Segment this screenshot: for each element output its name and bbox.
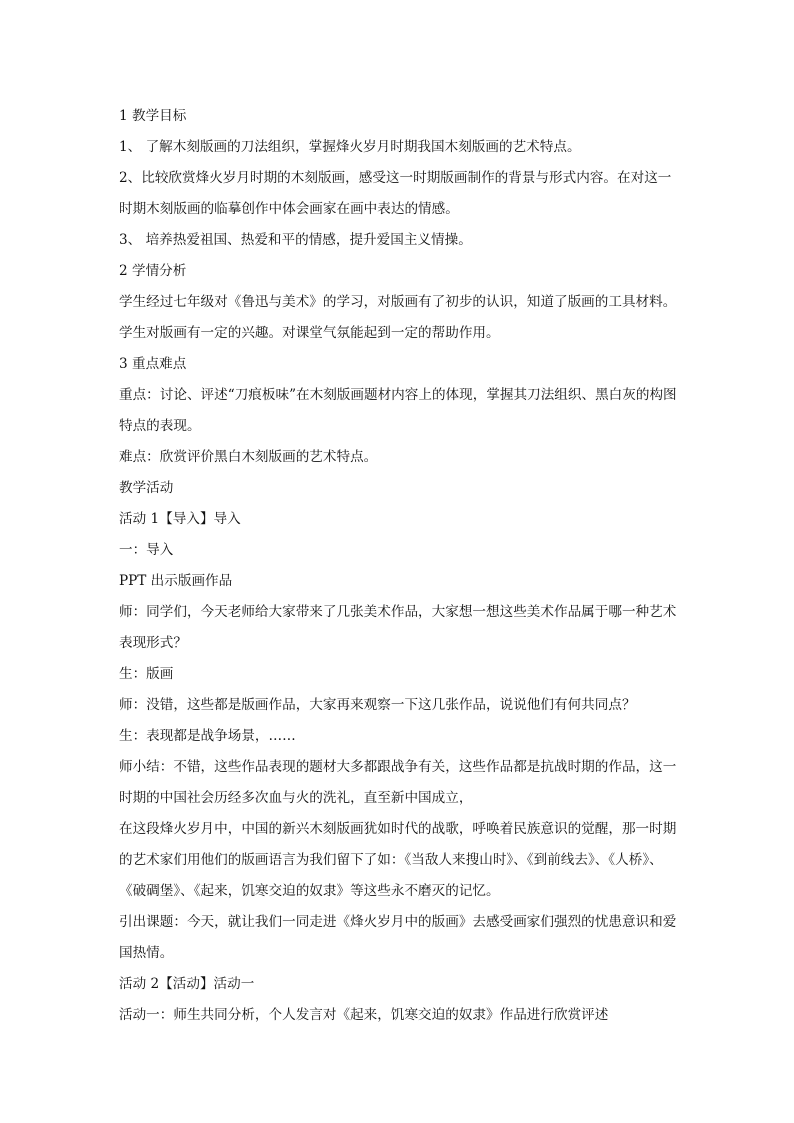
topic-introduction: 引出课题：今天，就让我们一同走进《烽火岁月中的版画》去感受画家们强烈的忧患意识和爱国热情。 xyxy=(119,914,677,961)
heading-learner-analysis: 2 学情分析 xyxy=(119,263,187,279)
intro-subheading: 一：导入 xyxy=(119,542,174,558)
student-answer-2: 生：表现都是战争场景，…… xyxy=(119,728,296,744)
learner-analysis-text: 学生经过七年级对《鲁迅与美术》的学习，对版画有了初步的认识，知道了版画的工具材料。学生对版画有一定的兴趣。对课堂气氛能起到一定的帮助作用。 xyxy=(119,294,677,341)
document-page xyxy=(119,101,679,1031)
heading-teaching-goals: 1 教学目标 xyxy=(119,108,187,124)
activity-2-description: 活动一：师生共同分析，个人发言对《起来，饥寒交迫的奴隶》作品进行欣赏评述 xyxy=(119,1007,609,1023)
teacher-summary: 师小结：不错，这些作品表现的题材大多都跟战争有关，这些作品都是抗战时期的作品，这一时期的中国社会历经多次血与火的洗礼，直至新中国成立， xyxy=(119,759,677,806)
goal-item-1: 1、 了解木刻版画的刀法组织，掌握烽火岁月时期我国木刻版画的艺术特点。 xyxy=(119,139,581,155)
activity-2-title: 活动 2【活动】活动一 xyxy=(119,976,255,992)
activity-1-title: 活动 1【导入】导入 xyxy=(119,511,241,527)
teacher-question: 师：同学们，今天老师给大家带来了几张美术作品，大家想一想这些美术作品属于哪一种艺术表现形式？ xyxy=(119,604,677,651)
history-context: 在这段烽火岁月中，中国的新兴木刻版画犹如时代的战歌，呼唤着民族意识的觉醒，那一时期的艺术家们用他们的版画语言为我们留下了如：《当敌人来搜山时》、《到前线去》、《人桥》、《破碉堡》、《起来，饥寒交迫的奴隶》等这些永不磨灭的记忆。 xyxy=(119,821,677,899)
teacher-followup: 师：没错，这些都是版画作品，大家再来观察一下这几张作品，说说他们有何共同点？ xyxy=(119,697,636,713)
key-point-text: 重点：讨论、评述“刀痕板味”在木刻版画题材内容上的体现，掌握其刀法组织、黑白灰的构图特点的表现。 xyxy=(119,387,677,434)
student-answer-1: 生：版画 xyxy=(119,666,174,682)
difficult-point-text: 难点：欣赏评价黑白木刻版画的艺术特点。 xyxy=(119,449,378,465)
heading-key-points: 3 重点难点 xyxy=(119,356,187,372)
goal-item-2: 2、比较欣赏烽火岁月时期的木刻版画，感受这一时期版画制作的背景与形式内容。在对这一时期木刻版画的临摹创作中体会画家在画中表达的情感。 xyxy=(119,170,672,217)
heading-teaching-activities: 教学活动 xyxy=(119,480,174,496)
goal-item-3: 3、 培养热爱祖国、热爱和平的情感，提升爱国主义情操。 xyxy=(119,232,472,248)
ppt-line: PPT 出示版画作品 xyxy=(119,573,233,589)
